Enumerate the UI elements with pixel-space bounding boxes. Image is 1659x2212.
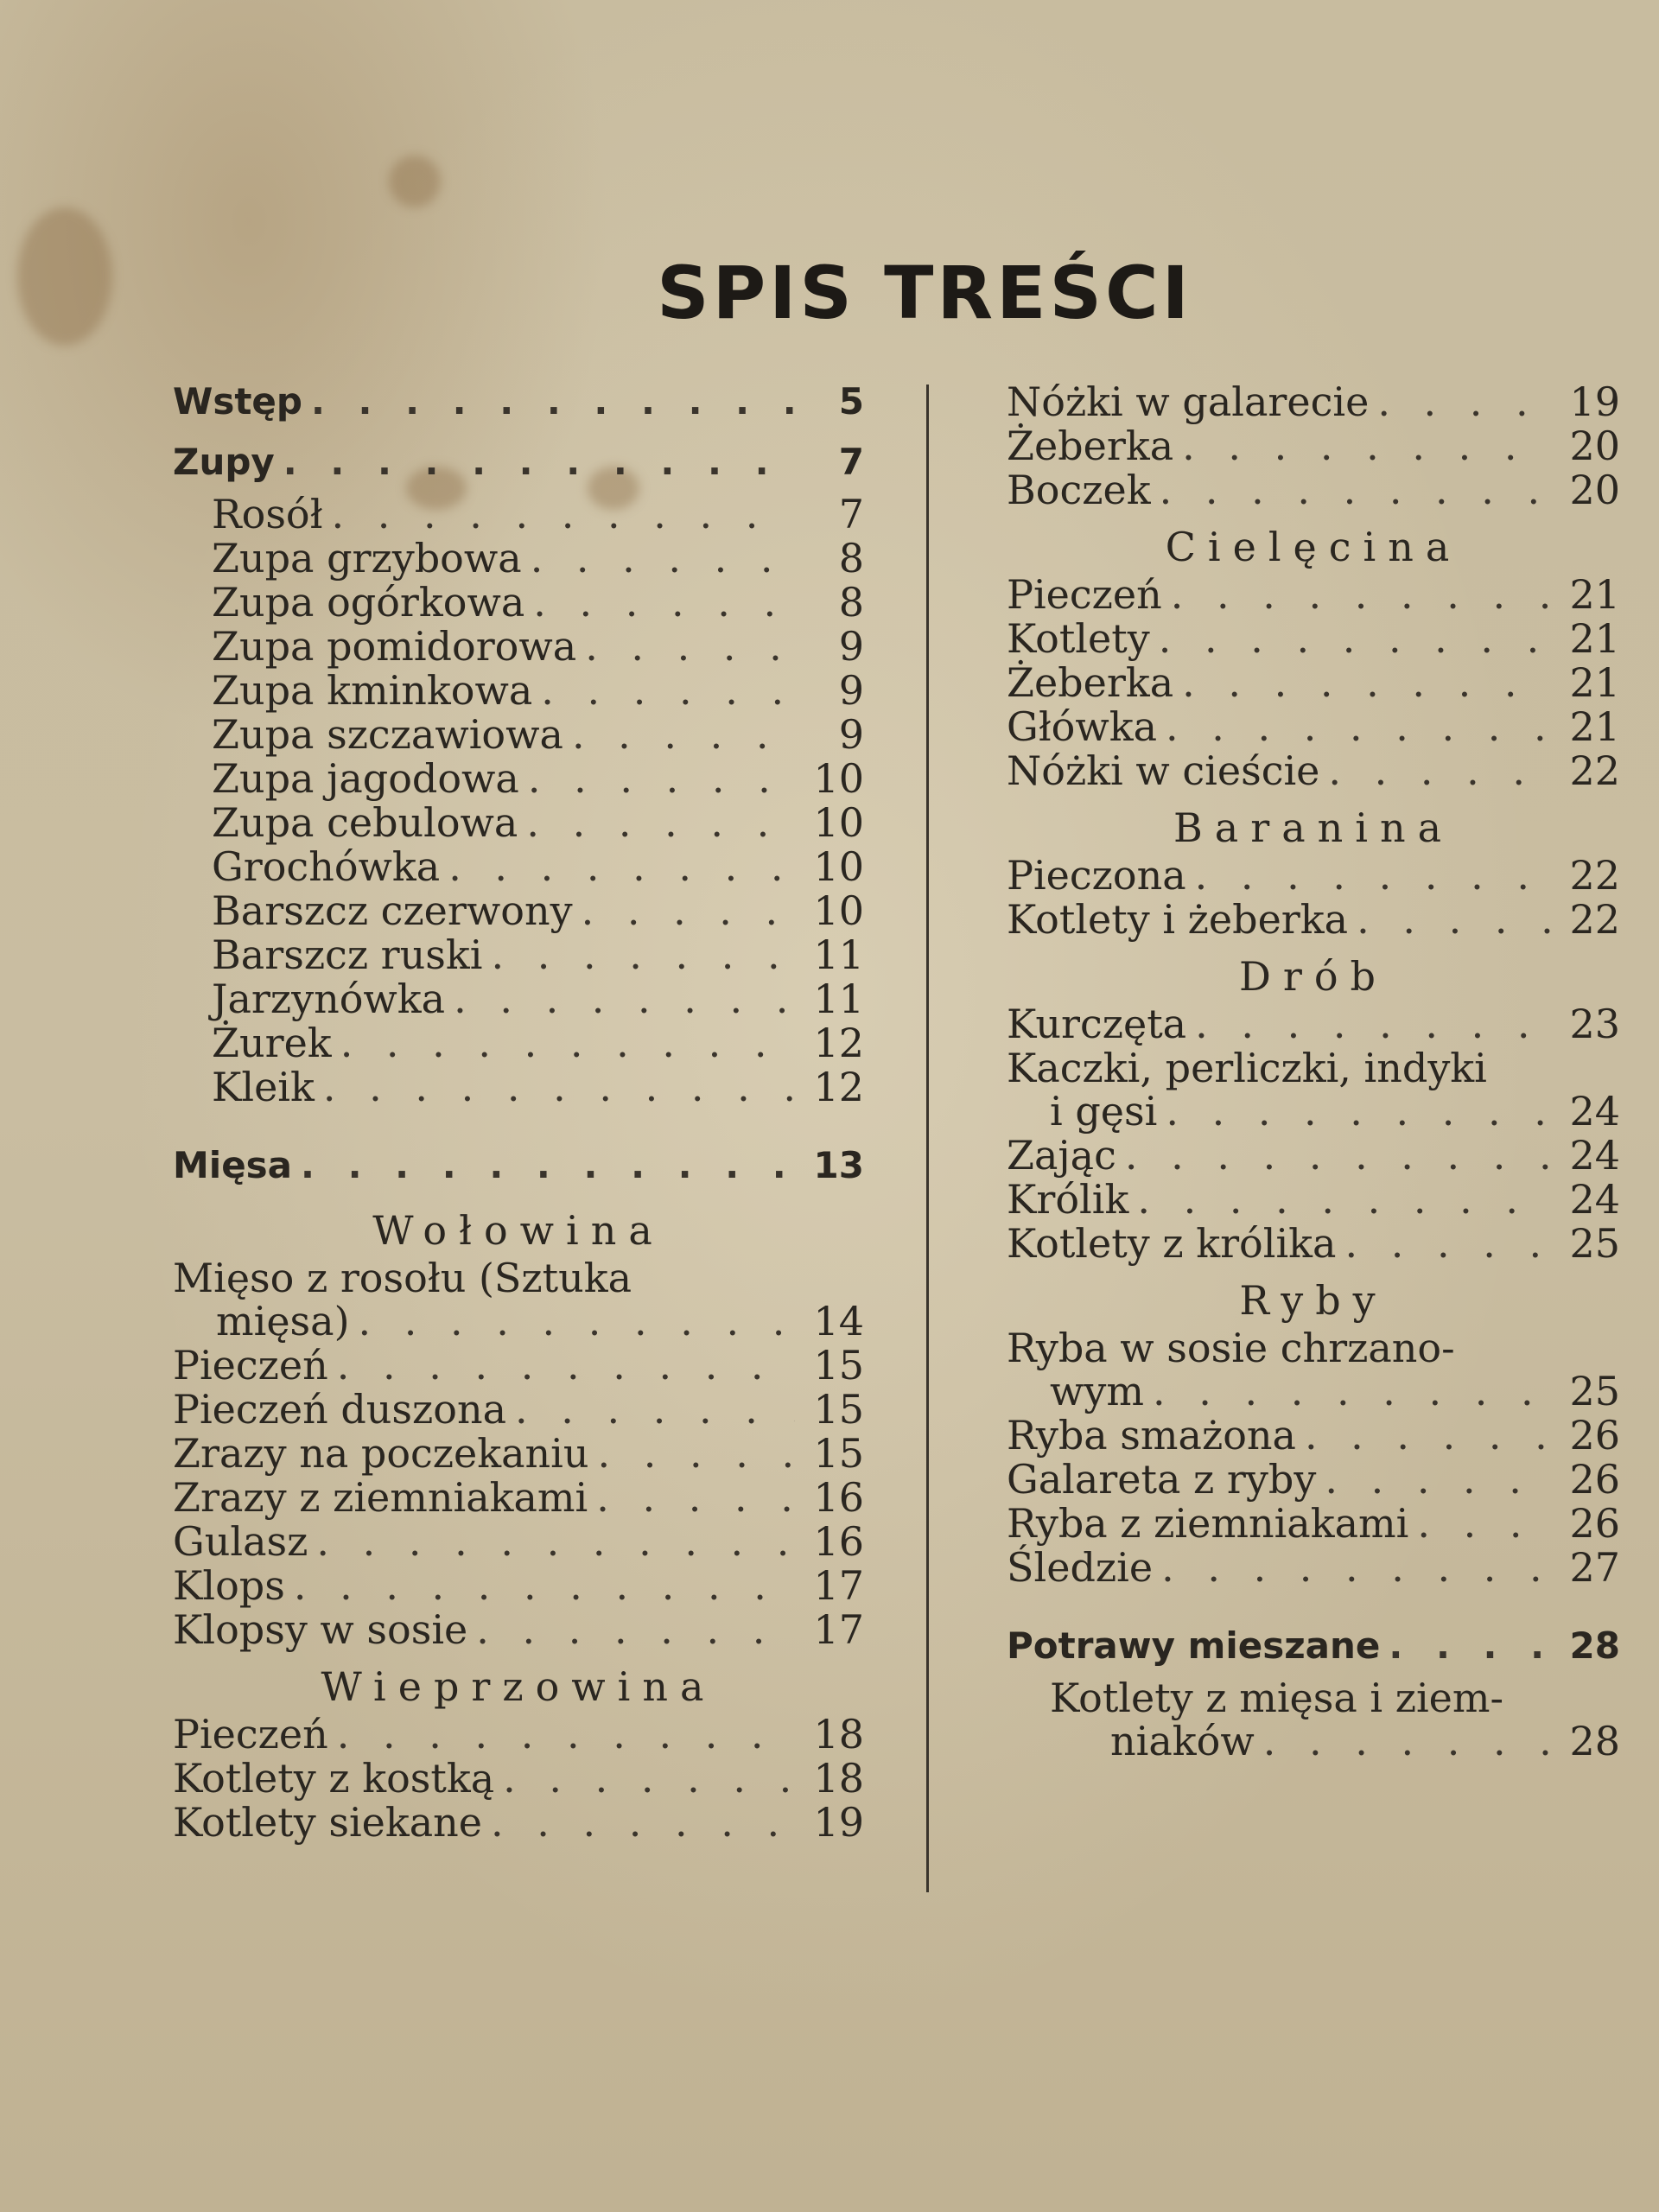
entry-label: Kurczęta	[1007, 1001, 1187, 1047]
toc-entry[interactable]	[173, 669, 864, 713]
leader-dots	[519, 757, 795, 801]
page-number: 28	[1569, 1624, 1620, 1667]
leader-dots	[506, 1388, 795, 1432]
leader-dots	[1380, 1616, 1551, 1676]
page-number: 5	[838, 380, 864, 423]
page-number: 14	[813, 1298, 864, 1344]
toc-entry[interactable]	[1007, 898, 1620, 942]
leader-dots	[1255, 1719, 1551, 1764]
toc-entry-continuation[interactable]	[173, 1300, 864, 1344]
toc-entry[interactable]	[173, 1801, 864, 1845]
section-label: Mięsa	[173, 1144, 293, 1186]
entry-label: Zupa kminkowa	[212, 667, 533, 714]
toc-entry[interactable]	[173, 933, 864, 977]
entry-label: Żeberka	[1007, 659, 1174, 706]
page-number: 19	[1569, 378, 1620, 425]
page-number: 11	[813, 931, 864, 978]
entry-label: Żeberka	[1007, 423, 1174, 469]
entry-label: Ryba z ziemniakami	[1007, 1500, 1409, 1547]
toc-entry[interactable]	[1007, 1676, 1620, 1719]
toc-entry[interactable]	[173, 1432, 864, 1476]
toc-entry[interactable]	[173, 1476, 864, 1520]
page-number: 9	[838, 711, 864, 758]
toc-entry[interactable]	[1007, 424, 1620, 468]
leader-dots	[1116, 1134, 1551, 1178]
leader-dots	[440, 845, 795, 889]
baranina-list	[1007, 854, 1620, 942]
toc-entry[interactable]	[1007, 705, 1620, 749]
toc-entry[interactable]	[1007, 1546, 1620, 1590]
toc-entry[interactable]	[173, 1520, 864, 1564]
page-title: SPIS TREŚCI	[657, 251, 1192, 335]
entry-label: Kotlety z królika	[1007, 1220, 1337, 1267]
toc-section[interactable]	[173, 1135, 864, 1196]
leader-dots	[467, 1608, 795, 1652]
entry-label: Żurek	[212, 1020, 332, 1066]
wieprzowina-list	[173, 1713, 864, 1845]
page-number: 8	[838, 579, 864, 626]
column-divider	[926, 385, 929, 1892]
stain	[389, 156, 441, 207]
toc-section[interactable]	[173, 372, 864, 432]
spacer	[173, 1109, 864, 1135]
leader-dots	[1144, 1370, 1551, 1414]
spacer	[1007, 1590, 1620, 1616]
toc-entry[interactable]	[173, 845, 864, 889]
leader-dots	[275, 432, 795, 493]
leader-dots	[483, 933, 796, 977]
page-number: 20	[1569, 423, 1620, 469]
entry-label: Pieczona	[1007, 852, 1186, 899]
toc-entry[interactable]	[173, 493, 864, 537]
toc-entry[interactable]	[1007, 1178, 1620, 1222]
entry-label: Kotlety siekane	[173, 1799, 483, 1846]
page-number: 18	[813, 1755, 864, 1802]
toc-entry[interactable]	[173, 889, 864, 933]
page-number: 26	[1569, 1412, 1620, 1459]
leader-dots	[573, 889, 795, 933]
entry-label: Zupa cebulowa	[212, 799, 518, 846]
page-number: 25	[1569, 1220, 1620, 1267]
toc-entry[interactable]	[1007, 573, 1620, 617]
leader-dots	[323, 493, 795, 537]
page-number: 18	[813, 1711, 864, 1758]
page-number: 22	[1569, 852, 1620, 899]
subsection-heading: Cielęcina	[1165, 524, 1462, 570]
section-label: Potrawy mieszane	[1007, 1624, 1381, 1667]
entry-label: Pieczeń duszona	[173, 1386, 507, 1433]
leader-dots	[1348, 898, 1551, 942]
leader-dots	[328, 1713, 795, 1757]
page-number: 7	[838, 491, 864, 537]
page-number: 12	[813, 1020, 864, 1066]
toc-entry[interactable]	[1007, 1414, 1620, 1458]
ryby-list	[1007, 1414, 1620, 1590]
page-number: 28	[1569, 1718, 1620, 1764]
entry-label: Zrazy na poczekaniu	[173, 1430, 589, 1477]
entry-label: i gęsi	[1050, 1088, 1158, 1135]
toc-entry[interactable]	[1007, 617, 1620, 661]
entry-label: Nóżki w galarecie	[1007, 378, 1370, 425]
page-number: 24	[1569, 1088, 1620, 1135]
page-number: 25	[1569, 1368, 1620, 1414]
subsection-heading: Ryby	[1239, 1277, 1388, 1324]
toc-entry[interactable]	[1007, 468, 1620, 512]
page-number: 9	[838, 667, 864, 714]
page-number: 10	[813, 887, 864, 934]
toc-entry[interactable]	[173, 1256, 864, 1300]
page-number: 16	[813, 1474, 864, 1521]
entry-label: Kotlety z mięsa i ziem-	[1050, 1675, 1504, 1721]
toc-section[interactable]	[173, 432, 864, 493]
leader-dots	[308, 1520, 795, 1564]
leader-dots	[315, 1065, 795, 1109]
leader-dots	[445, 977, 795, 1021]
page-number: 26	[1569, 1456, 1620, 1503]
leader-dots	[494, 1757, 795, 1801]
entry-label: Barszcz ruski	[212, 931, 483, 978]
toc-entry[interactable]	[173, 625, 864, 669]
page-number: 13	[813, 1144, 864, 1186]
cielecina-list	[1007, 573, 1620, 793]
leader-dots	[1173, 424, 1551, 468]
toc-right-column	[1007, 380, 1620, 1764]
entry-label: Zając	[1007, 1132, 1116, 1179]
entry-label: niaków	[1110, 1718, 1255, 1764]
section-label: Wstęp	[173, 380, 302, 423]
leader-dots	[1316, 1458, 1551, 1502]
wolowina-list	[173, 1344, 864, 1652]
toc-entry[interactable]	[173, 537, 864, 581]
toc-entry-continuation[interactable]	[1007, 1090, 1620, 1134]
entry-label: wym	[1050, 1368, 1144, 1414]
leader-dots	[1162, 573, 1551, 617]
entry-label: Główka	[1007, 703, 1158, 750]
toc-entry[interactable]	[173, 1344, 864, 1388]
toc-entry[interactable]	[173, 1388, 864, 1432]
toc-entry[interactable]	[173, 1564, 864, 1608]
entry-label: Galareta z ryby	[1007, 1456, 1317, 1503]
toc-entry[interactable]	[173, 713, 864, 757]
page-number: 21	[1569, 703, 1620, 750]
toc-entry[interactable]	[1007, 749, 1620, 793]
leader-dots	[1151, 468, 1551, 512]
page-number: 21	[1569, 659, 1620, 706]
leader-dots	[1150, 617, 1551, 661]
entry-label: Zrazy z ziemniakami	[173, 1474, 588, 1521]
leader-dots	[563, 713, 795, 757]
subsection-heading: Wołowina	[372, 1207, 664, 1254]
toc-entry[interactable]	[1007, 380, 1620, 424]
entry-label: Kleik	[212, 1064, 315, 1110]
page-number: 10	[813, 799, 864, 846]
leader-dots	[1296, 1414, 1551, 1458]
page-number: 11	[813, 976, 864, 1022]
toc-entry[interactable]	[1007, 661, 1620, 705]
toc-entry[interactable]	[173, 1021, 864, 1065]
entry-label: Mięso z rosołu (Sztuka	[173, 1255, 632, 1301]
entry-label: Zupa ogórkowa	[212, 579, 525, 626]
toc-entry[interactable]	[1007, 1458, 1620, 1502]
leader-dots	[1408, 1502, 1551, 1546]
page-number: 27	[1569, 1544, 1620, 1591]
page-number: 21	[1569, 571, 1620, 618]
page-number: 10	[813, 843, 864, 890]
toc-entry[interactable]	[1007, 1222, 1620, 1266]
page-number: 22	[1569, 747, 1620, 794]
section-label: Zupy	[173, 441, 275, 483]
entry-label: Klops	[173, 1562, 285, 1609]
toc-entry[interactable]	[1007, 1502, 1620, 1546]
entry-label: Kotlety	[1007, 615, 1150, 662]
subsection-heading: Wieprzowina	[321, 1663, 716, 1710]
zupy-list	[173, 493, 864, 1109]
toc-entry[interactable]	[1007, 1134, 1620, 1178]
leader-dots	[292, 1135, 795, 1196]
entry-label: Jarzynówka	[212, 976, 446, 1022]
entry-label: Barszcz czerwony	[212, 887, 573, 934]
leader-dots	[1128, 1178, 1551, 1222]
entry-label: Grochówka	[212, 843, 441, 890]
toc-entry[interactable]	[173, 1757, 864, 1801]
leader-dots	[285, 1564, 795, 1608]
drob-list	[1007, 1134, 1620, 1266]
leader-dots	[1319, 749, 1551, 793]
toc-section[interactable]	[1007, 1616, 1620, 1676]
page-number: 8	[838, 535, 864, 582]
page-number: 15	[813, 1430, 864, 1477]
toc-entry[interactable]	[173, 757, 864, 801]
entry-label: mięsa)	[216, 1298, 350, 1344]
leader-dots	[1186, 854, 1551, 898]
entry-label: Ryba smażona	[1007, 1412, 1296, 1459]
leader-dots	[522, 537, 795, 581]
leader-dots	[328, 1344, 795, 1388]
toc-entry[interactable]	[173, 1065, 864, 1109]
entry-label: Pieczeń	[173, 1342, 328, 1389]
page-number: 20	[1569, 467, 1620, 513]
page-number: 15	[813, 1386, 864, 1433]
toc-entry[interactable]	[1007, 1326, 1620, 1370]
leader-dots	[350, 1300, 795, 1344]
leader-dots	[1157, 705, 1551, 749]
leader-dots	[518, 801, 795, 845]
entry-label: Klopsy w sosie	[173, 1606, 468, 1653]
entry-label: Pieczeń	[1007, 571, 1162, 618]
page-number: 24	[1569, 1132, 1620, 1179]
leader-dots	[524, 581, 795, 625]
toc-entry[interactable]	[173, 977, 864, 1021]
entry-label: Boczek	[1007, 467, 1151, 513]
page-number: 24	[1569, 1176, 1620, 1223]
entry-label: Zupa jagodowa	[212, 755, 519, 802]
entry-label: Zupa szczawiowa	[212, 711, 563, 758]
toc-entry[interactable]	[173, 1608, 864, 1652]
page-number: 16	[813, 1518, 864, 1565]
entry-label: Kotlety z kostką	[173, 1755, 495, 1802]
entry-label: Zupa grzybowa	[212, 535, 522, 582]
entry-label: Kotlety i żeberka	[1007, 896, 1349, 943]
leader-dots	[588, 1476, 795, 1520]
toc-entry[interactable]	[1007, 854, 1620, 898]
entry-label: Rosół	[212, 491, 323, 537]
page-number: 12	[813, 1064, 864, 1110]
page-number: 21	[1569, 615, 1620, 662]
subsection-heading: Baranina	[1173, 804, 1454, 851]
page-number: 9	[838, 623, 864, 670]
leader-dots	[1153, 1546, 1551, 1590]
leader-dots	[1369, 380, 1551, 424]
toc-entry[interactable]	[173, 581, 864, 625]
toc-entry-continuation[interactable]	[1007, 1370, 1620, 1414]
entry-label: Śledzie	[1007, 1544, 1154, 1591]
subsection-heading: Drób	[1238, 953, 1388, 1000]
leader-dots	[1336, 1222, 1551, 1266]
toc-entry[interactable]	[1007, 1002, 1620, 1046]
entry-label: Nóżki w cieście	[1007, 747, 1320, 794]
leader-dots	[482, 1801, 795, 1845]
page-number: 19	[813, 1799, 864, 1846]
leader-dots	[532, 669, 795, 713]
leader-dots	[589, 1432, 795, 1476]
page-number: 7	[838, 441, 864, 483]
leader-dots	[576, 625, 795, 669]
page-number: 17	[813, 1562, 864, 1609]
page-number: 10	[813, 755, 864, 802]
entry-label: Królik	[1007, 1176, 1129, 1223]
leader-dots	[1157, 1090, 1551, 1134]
entry-label: Gulasz	[173, 1518, 308, 1565]
page-number: 17	[813, 1606, 864, 1653]
page-number: 23	[1569, 1001, 1620, 1047]
leader-dots	[1186, 1002, 1551, 1046]
toc-left-column	[173, 372, 864, 1845]
page-number: 22	[1569, 896, 1620, 943]
toc-entry[interactable]	[173, 1713, 864, 1757]
entry-label: Pieczeń	[173, 1711, 328, 1758]
leader-dots	[1173, 661, 1551, 705]
toc-entry[interactable]	[173, 801, 864, 845]
toc-entry-continuation[interactable]	[1007, 1719, 1620, 1764]
leader-dots	[302, 372, 795, 432]
page-number: 26	[1569, 1500, 1620, 1547]
leader-dots	[332, 1021, 795, 1065]
toc-entry[interactable]	[1007, 1046, 1620, 1090]
page-number: 15	[813, 1342, 864, 1389]
wieprzowina-cont-list	[1007, 380, 1620, 512]
entry-label: Kaczki, perliczki, indyki	[1007, 1045, 1487, 1091]
entry-label: Ryba w sosie chrzano-	[1007, 1325, 1455, 1371]
entry-label: Zupa pomidorowa	[212, 623, 577, 670]
